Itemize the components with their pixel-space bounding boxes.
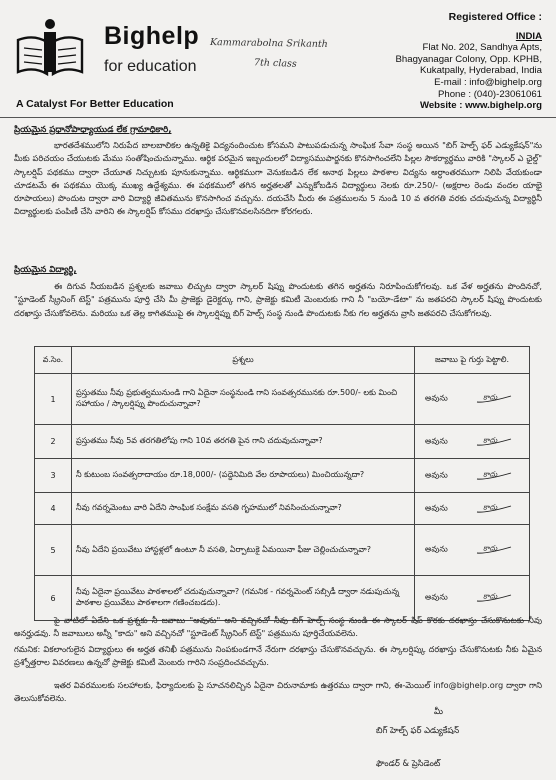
office-email: E-mail : info@bighelp.org [434, 76, 542, 88]
bighelp-logo [14, 18, 88, 84]
brand-name: Bighelp [104, 22, 200, 50]
yes-option[interactable]: అవును [425, 592, 448, 602]
handwritten-tick-icon [475, 545, 513, 555]
answer-cell[interactable] [415, 459, 530, 493]
table-row [35, 493, 530, 525]
question-text: ప్రస్తుతము నీవు 5వ తరగతిలోపు గాని 10వ తరగతి పైన గాని చదువుచున్నావా? [72, 425, 415, 459]
registered-office-block [396, 12, 542, 112]
table-row [35, 425, 530, 459]
question-text: నీవు గవర్నమెంటు వారి ఏదేని సాంఘిక సంక్షేమ వసతి గృహములో నివసించుచున్నావా? [72, 493, 415, 525]
signoff-organization: బిగ్ హెల్ప్ ఫర్ ఎడ్యుకేషన్ [376, 725, 460, 735]
answer-cell[interactable] [415, 525, 530, 576]
yes-option[interactable]: అవును [425, 544, 448, 554]
no-option[interactable]: కాదు [483, 543, 498, 553]
yes-option[interactable]: అవును [425, 393, 448, 403]
col-header-questions: ప్రశ్నలు [72, 347, 415, 374]
row-number: 3 [35, 459, 72, 493]
brand-subtitle: for education [104, 58, 197, 75]
header-divider [0, 117, 556, 118]
answer-cell[interactable] [415, 425, 530, 459]
handwritten-name: Kammarabolna Srikanth [209, 36, 328, 51]
no-option[interactable]: కాదు [483, 434, 498, 444]
yes-option[interactable]: అవును [425, 503, 448, 512]
contact-paragraph: ఇతర వివరములకు సలహాలకు, ఫిర్యాదులకు పై సూచనలిచ్చిన ఏదైనా చిరునామాకు ఉత్తరము ద్వారా గాని, ఈ-మెయిల్ info@bighelp.org ద్వారా గాని తెలుసుకోవలెను. [14, 680, 542, 704]
table-header-row [35, 347, 530, 374]
open-book-logo-icon [14, 18, 88, 84]
row-number: 4 [35, 493, 72, 525]
office-country: INDIA [515, 30, 542, 42]
eligibility-table [34, 346, 530, 621]
answer-cell[interactable] [415, 493, 530, 525]
question-text: ప్రస్తుతము నీవు ప్రభుత్వమునుండి గాని ఏదైనా సంస్థనుండి గాని సంవత్సరమునకు రూ.500/- లకు మించి సహాయం / స్కాలర్షిప్ను పొందుచున్నావా? [72, 374, 415, 425]
no-option[interactable]: కాదు [483, 392, 498, 402]
handwritten-class: 7th class [253, 57, 297, 70]
registered-office-title: Registered Office : [448, 11, 542, 23]
office-address-line2: Bhagyanagar Colony, Opp. KPHB, [395, 53, 542, 65]
intro-paragraph: భారతదేశములోని నిరుపేద బాలబాలికల ఉన్నతికై విద్యనందించుట కోసమని పాటుపడుచున్న సాంఘిక సేవా సంస్థ అయిన "బిగ్ హెల్ప్ ఫర్ ఎడ్యుకేషన్"ను మీకు పరిచయం చేయుటకు మేము సంతోషించుచున్నాము. ఆర్థిక పరమైన ఇబ్బందులలో విద్యాసముపార్జనకు కొనసాగించలేని పిల్లల సౌకర్యార్థము వారికి "స్కాలర్ ఎ ఛైల్డ్" స్కాలర్షిప్ పథకము ద్వారా చేయూత నిచ్చుటకు పూనుకున్నాము. ఆర్థికముగా వెనుకబడిన లేక అనాథ పిల్లలు పాఠశాల విద్యను అర్ధాంతరముగా నిలిపి వేయకుండా చూడటమే ఈ పథకము యొక్క ముఖ్య ఉద్దేశ్యము. ఈ పథకములో తగిన అర్హతలతో ఎన్నుకోబడిన విద్యార్థులు నెలకు రూ.250/- (అక్షరాల రెండు వందల యాభై రూపాయలు) పొందుట ద్వారా వారి విద్యార్థి జీవితమును కొనసాగించ వచ్చును. దయచేసి మీరు ఈ పత్రములను 5 నుండి 10 వ తరగతి వరకు చదువుచున్న విద్యార్థినీ విద్యార్థులకు పంపిణీ చేసి వారిని ఈ స్కాలర్షిప్ కోసము దరఖాస్తు చేసుకొనవలసినదిగా కోరగలరు. [14, 140, 542, 217]
office-address-line1: Flat No. 202, Sandhya Apts, [422, 42, 542, 54]
row-number: 2 [35, 425, 72, 459]
no-option[interactable]: కాదు [483, 501, 498, 511]
handwritten-tick-icon [475, 501, 513, 514]
yes-option[interactable]: అవును [425, 436, 448, 445]
answer-cell[interactable] [415, 374, 530, 425]
instructions-paragraph: ఈ దిగువ నీయబడిన ప్రశ్నలకు జవాబు లిచ్చుట ద్వారా స్కాలర్ షిప్ను పొందుటకు తగిన అర్హతను నిరూపించుకోగలవు. ఒక వేళ అర్హతను పొందినచో, "స్టూడెంట్ స్క్రీనింగ్ టెస్ట్" పత్రమును పూర్తి చేసి మీ ప్రాజెక్టు డైరెక్టర్కు గాని, ప్రాజెక్టు కమిటీ మెంబరుకు గాని నీ "బయో-డేటా" ను జతపరచి స్కాలర్ షిప్ను పొందుటకు దరఖాస్తు చేసుకోవలెను. మరియు ఒక తెల్ల కాగితముపై ఈ స్కాలర్షిప్ను బిగ్ హెల్ప్ సంస్థ నుండి పొందుటకు నీకు గల అర్హతను వ్రాసి జతపరచి చేసుకోగలవు. [14, 281, 542, 318]
signoff-mark: మీ [434, 707, 443, 717]
handwritten-tick-icon [475, 434, 513, 447]
eligibility-note-paragraph: పై వాటిలో ఏదేని ఒక ప్రశ్నకు నీ జవాబు "అవును" అని వచ్చినచో నీవు బిగ్ హెల్ప్ సంస్థ నుండి ఈ స్కాలర్ షిప్ కొరకు దరఖాస్తు చేసుకొనుటకు నీవు అనర్హుడవు. నీ జవాబులు అన్నీ "కాదు" అని వచ్చినచో "స్టూడెంట్ స్క్రీనింగ్ టెస్ట్" పత్రమును పూర్తిచేయవలెను. [14, 615, 542, 639]
greeting-headmaster: ప్రియమైన ప్రధానోపాధ్యాయుడ లేక గ్రామాధికారి, [14, 125, 172, 135]
no-option[interactable]: కాదు [483, 591, 498, 601]
no-option[interactable]: కాదు [483, 468, 498, 478]
tagline: A Catalyst For Better Education [16, 98, 174, 110]
signoff-title: ఫౌండర్ & ప్రెసిడెంట్ [376, 758, 441, 768]
handwritten-tick-icon [475, 394, 513, 404]
row-number: 5 [35, 525, 72, 576]
question-text: నీ కుటుంబ సంవత్సరాదాయం రూ.18,000/- (పద్దెనిమిది వేల రూపాయలు) మించియున్నదా? [72, 459, 415, 493]
handwritten-tick-icon [475, 593, 513, 603]
table-row [35, 459, 530, 493]
question-text: నీవు ఏదైనా ప్రయివేటు పాఠశాలలో చదువుచున్నావా? (గమనిక - గవర్నమెంట్ సబ్సిడీ ద్వారా నడుపుచున్న పాఠశాల ప్రయివేటు పాఠశాలగా గణించబడదు). [72, 576, 415, 621]
greeting-student: ప్రియమైన విద్యార్థి, [14, 265, 77, 275]
row-number: 6 [35, 576, 72, 621]
office-address-line3: Kukatpally, Hyderabad, India [420, 65, 542, 77]
table-row [35, 374, 530, 425]
yes-option[interactable]: అవును [425, 470, 448, 479]
office-phone: Phone : (040)-23061061 [437, 88, 542, 100]
question-text: నీవు ఏదేని ప్రయివేటు హాస్టళ్లలో ఉంటూ నీ వసతి, ఏర్పాటుకై ఏమయినా ఫీజు చెల్లించుచున్నావా? [72, 525, 415, 576]
col-header-number: వ.సెం. [35, 347, 72, 374]
col-header-answers: జవాబు పై గుర్తు పెట్టాలి. [415, 347, 530, 374]
table-row [35, 525, 530, 576]
row-number: 1 [35, 374, 72, 425]
handwritten-tick-icon [475, 468, 513, 481]
remark-paragraph: గమనిక: వికలాంగులైన విద్యార్థులు ఈ అర్హత తనిఖీ పత్రమును నింపకుండగానే నేరుగా దరఖాస్తు చేసుకొనవచ్చును. ఈ స్కాలర్షిప్కు దరఖాస్తు చేసుకొనుటకు నీకు ఏమైన ప్రశ్నోత్తరాల వివరణలు ఉన్నచో ప్రాజెక్టు కమిటీ మెంబరు గారిని సంప్రదించవచ్చును. [14, 644, 542, 668]
office-website: Website : www.bighelp.org [419, 100, 542, 112]
